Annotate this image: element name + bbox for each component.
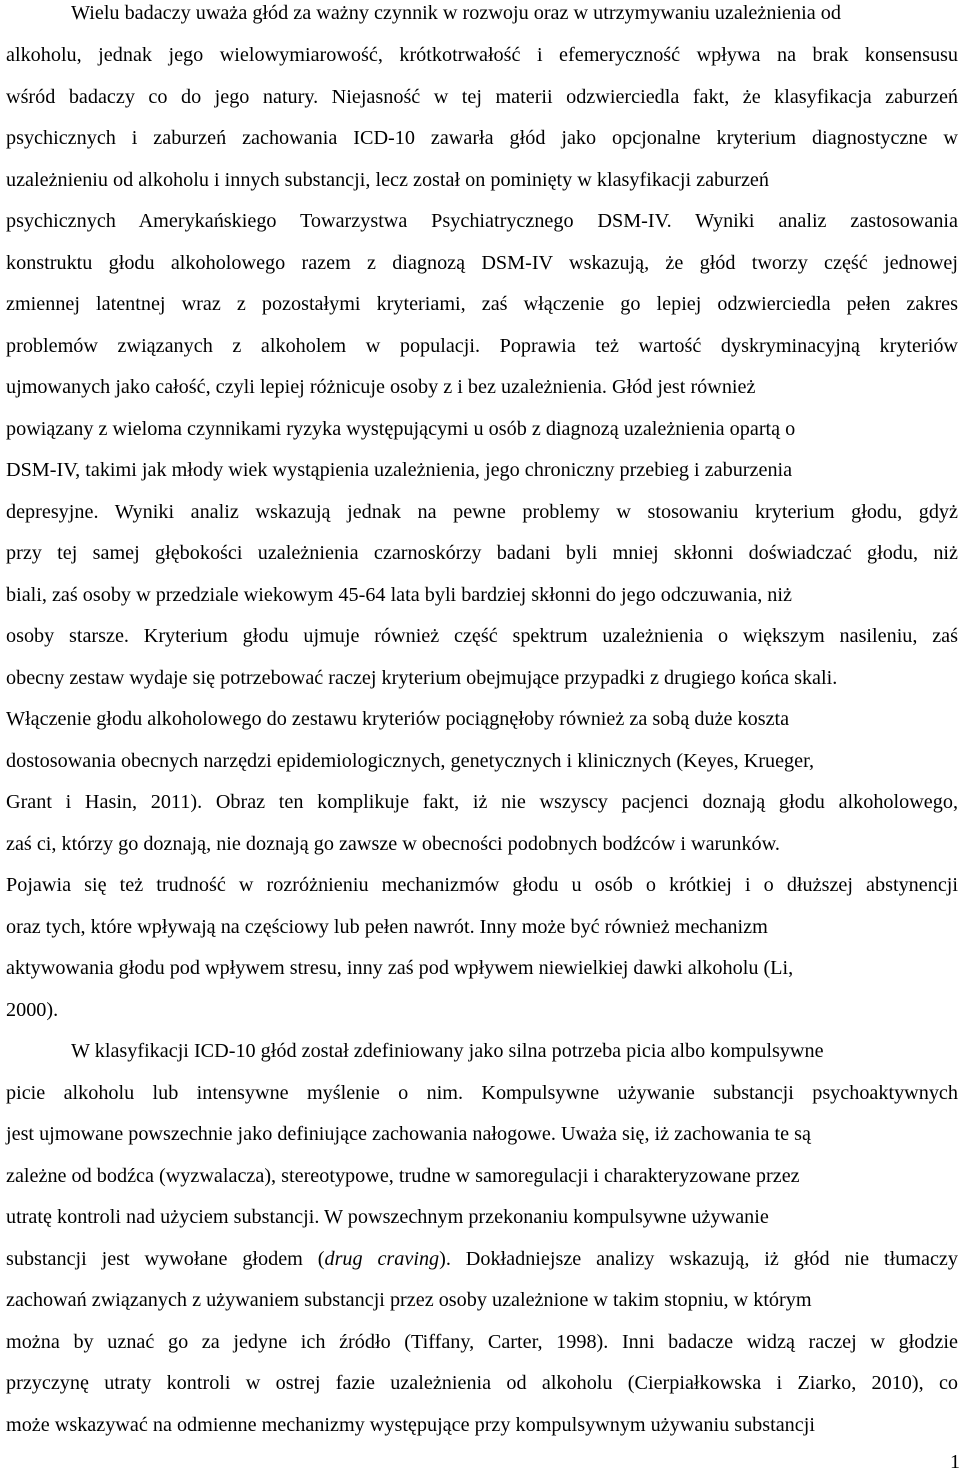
text-line: przyczynę utraty kontroli w ostrej fazie uzależnienia od alkoholu (Cierpiałkowska i Ziarko, 2010), co <box>6 1372 958 1394</box>
page-number: 1 <box>950 1451 960 1473</box>
text-line: ujmowanych jako całość, czyli lepiej różnicuje osoby z i bez uzależnienia. Głód jest również <box>6 376 756 398</box>
text-line: problemów związanych z alkoholem w populacji. Poprawia też wartość dyskryminacyjną kryteriów <box>6 335 958 357</box>
text-line: osoby starsze. Kryterium głodu ujmuje również część spektrum uzależnienia o większym nasileniu, zaś <box>6 625 958 647</box>
text-line: uzależnieniu od alkoholu i innych substancji, lecz został on pominięty w klasyfikacji zaburzeń <box>6 169 769 191</box>
text-line: zaś ci, którzy go doznają, nie doznają go zawsze w obecności podobnych bodźców i warunków. <box>6 833 780 855</box>
text-line: obecny zestaw wydaje się potrzebować raczej kryterium obejmujące przypadki z drugiego końca skali. <box>6 667 838 689</box>
text-line: dostosowania obecnych narzędzi epidemiologicznych, genetycznych i klinicznych (Keyes, Krueger, <box>6 750 815 772</box>
text-line: W klasyfikacji ICD-10 głód został zdefiniowany jako silna potrzeba picia albo kompulsywne <box>71 1040 824 1062</box>
text-line: DSM-IV, takimi jak młody wiek wystąpienia uzależnienia, jego chroniczny przebieg i zaburzenia <box>6 459 793 481</box>
text-line: można by uznać go za jedyne ich źródło (Tiffany, Carter, 1998). Inni badacze widzą raczej w głodzie <box>6 1331 958 1353</box>
text-line: Grant i Hasin, 2011). Obraz ten komplikuje fakt, iż nie wszyscy pacjenci doznają głodu alkoholowego, <box>6 791 958 813</box>
text-line: Włączenie głodu alkoholowego do zestawu kryteriów pociągnęłoby również za sobą duże koszta <box>6 708 790 730</box>
text-line: powiązany z wieloma czynnikami ryzyka występującymi u osób z diagnozą uzależnienia opartą o <box>6 418 796 440</box>
text-line: wśród badaczy co do jego natury. Niejasność w tej materii odzwierciedla fakt, że klasyfikacja zaburzeń <box>6 86 958 108</box>
text-line: Pojawia się też trudność w rozróżnieniu mechanizmów głodu u osób o krótkiej i o dłuższej abstynencji <box>6 874 958 896</box>
text-line: zachowań związanych z używaniem substancji przez osoby uzależnione w takim stopniu, w którym <box>6 1289 812 1311</box>
text-line: utratę kontroli nad użyciem substancji. W powszechnym przekonaniu kompulsywne używanie <box>6 1206 769 1228</box>
text-line: Wielu badaczy uważa głód za ważny czynnik w rozwoju oraz w utrzymywaniu uzależnienia od <box>71 2 841 24</box>
text-line: alkoholu, jednak jego wielowymiarowość, krótkotrwałość i efemeryczność wpływa na brak konsensusu <box>6 44 958 66</box>
text-line: jest ujmowane powszechnie jako definiujące zachowania nałogowe. Uważa się, iż zachowania te są <box>6 1123 811 1145</box>
text-line: konstruktu głodu alkoholowego razem z diagnozą DSM-IV wskazują, że głód tworzy część jednowej <box>6 252 958 274</box>
text-line: przy tej samej głębokości uzależnienia czarnoskórzy badani byli mniej skłonni doświadczać głodu, niż <box>6 542 958 564</box>
text-line: psychicznych Amerykańskiego Towarzystwa Psychiatrycznego DSM-IV. Wyniki analiz zastosowania <box>6 210 958 232</box>
text-line: może wskazywać na odmienne mechanizmy występujące przy kompulsywnym używaniu substancji <box>6 1414 815 1436</box>
text-line: aktywowania głodu pod wpływem stresu, inny zaś pod wpływem niewielkiej dawki alkoholu (Li, <box>6 957 794 979</box>
text-line: picie alkoholu lub intensywne myślenie o nim. Kompulsywne używanie substancji psychoaktywnych <box>6 1082 958 1104</box>
text-line: zależne od bodźca (wyzwalacza), stereotypowe, trudne w samoregulacji i charakteryzowane przez <box>6 1165 800 1187</box>
text-line: psychicznych i zaburzeń zachowania ICD-10 zawarła głód jako opcjonalne kryterium diagnostyczne w <box>6 127 958 149</box>
text-line: biali, zaś osoby w przedziale wiekowym 45-64 lata byli bardziej skłonni do jego odczuwania, niż <box>6 584 792 606</box>
text-line: oraz tych, które wpływają na częściowy lub pełen nawrót. Inny może być również mechanizm <box>6 916 768 938</box>
text-line: 2000). <box>6 999 59 1021</box>
text-line: zmiennej latentnej wraz z pozostałymi kryteriami, zaś włączenie go lepiej odzwierciedla pełen zakres <box>6 293 958 315</box>
text-line: depresyjne. Wyniki analiz wskazują jednak na pewne problemy w stosowaniu kryterium głodu, gdyż <box>6 501 958 523</box>
text-line: substancji jest wywołane głodem (drug craving). Dokładniejsze analizy wskazują, iż głód nie tłumaczy <box>6 1248 958 1270</box>
